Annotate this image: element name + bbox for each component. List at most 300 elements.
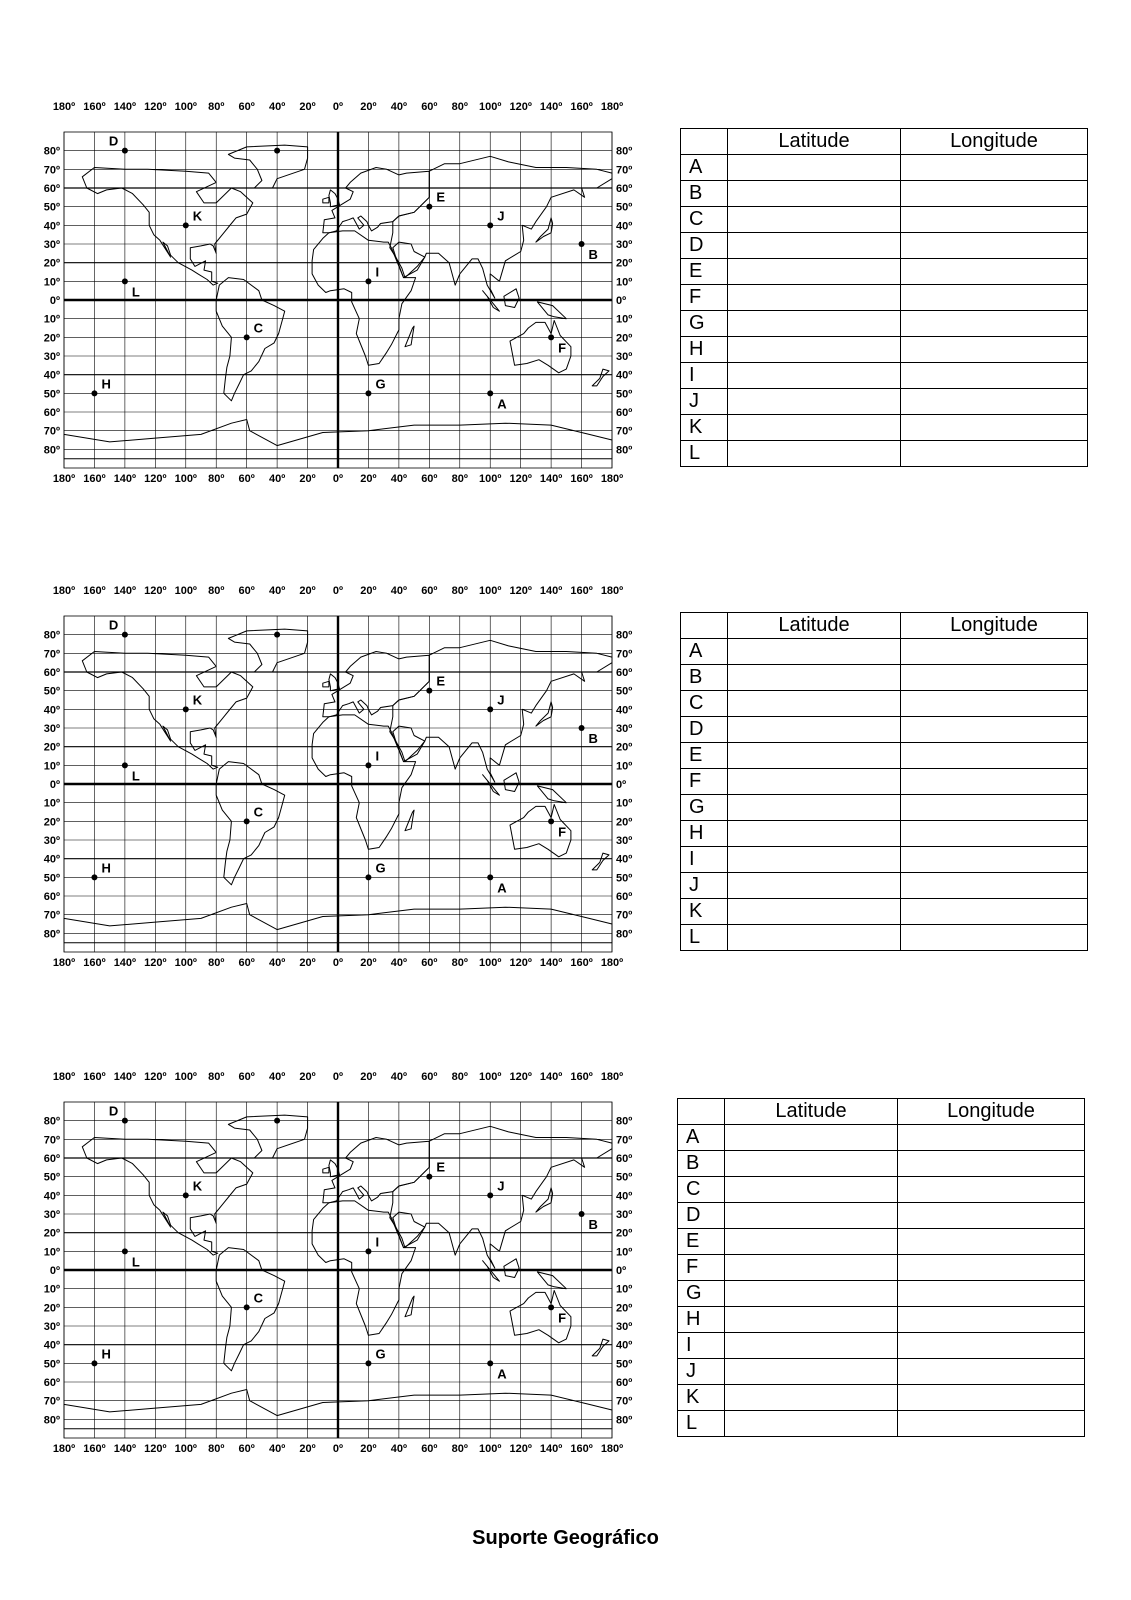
world-map-grid: [40, 580, 640, 984]
latitude-header: Latitude: [728, 613, 901, 639]
latitude-answer-cell[interactable]: [728, 821, 901, 847]
longitude-answer-cell[interactable]: [898, 1333, 1085, 1359]
longitude-tick-label: 20º: [299, 1071, 316, 1083]
top-longitude-axis: [53, 585, 623, 597]
latitude-answer-cell[interactable]: [725, 1359, 898, 1385]
point-marker-f: [548, 1304, 554, 1310]
continent-outline: [312, 231, 416, 365]
row-label: A: [681, 639, 728, 665]
latitude-tick-label: 70º: [43, 164, 60, 177]
answer-table: [677, 1098, 1085, 1437]
latitude-tick-label: 30º: [43, 239, 60, 251]
top-longitude-axis: [53, 101, 623, 113]
point-label-g: G: [375, 1346, 386, 1362]
point-label-k: K: [192, 1178, 203, 1194]
longitude-tick-label: 120º: [144, 473, 167, 485]
longitude-answer-cell[interactable]: [901, 821, 1088, 847]
latitude-tick-label: 0º: [49, 779, 60, 791]
longitude-answer-cell[interactable]: [901, 925, 1088, 951]
row-label: G: [681, 311, 728, 337]
continent-outline: [592, 1339, 609, 1356]
latitude-answer-cell[interactable]: [728, 691, 901, 717]
latitude-tick-label: 30º: [43, 723, 60, 735]
point-marker-h: [91, 390, 97, 396]
latitude-tick-label: 20º: [616, 741, 633, 754]
map-svg: [40, 580, 640, 984]
latitude-tick-label: 50º: [43, 1171, 60, 1184]
latitude-answer-cell[interactable]: [728, 337, 901, 363]
map-points: [91, 1104, 598, 1382]
longitude-tick-label: 120º: [509, 1071, 532, 1083]
latitude-answer-cell[interactable]: [728, 665, 901, 691]
table-row: [678, 1203, 1085, 1229]
continent-outline: [536, 218, 553, 242]
latitude-answer-cell[interactable]: [728, 795, 901, 821]
longitude-tick-label: 60º: [238, 473, 255, 485]
longitude-tick-label: 20º: [360, 957, 377, 969]
longitude-tick-label: 40º: [268, 101, 286, 113]
longitude-tick-label: 100º: [174, 585, 197, 597]
row-label: I: [681, 363, 728, 389]
continent-outline: [82, 1138, 253, 1256]
longitude-tick-label: 100º: [479, 1071, 502, 1083]
latitude-answer-cell[interactable]: [725, 1151, 898, 1177]
latitude-tick-label: 10º: [616, 1283, 633, 1296]
latitude-answer-cell[interactable]: [725, 1255, 898, 1281]
continent-outline: [390, 640, 612, 782]
latitude-tick-label: 20º: [43, 257, 60, 270]
table-row: [681, 769, 1088, 795]
point-marker-e: [426, 204, 432, 210]
latitude-tick-label: 40º: [616, 220, 633, 233]
longitude-tick-label: 80º: [451, 1443, 468, 1455]
longitude-answer-cell[interactable]: [901, 259, 1088, 285]
longitude-tick-label: 40º: [268, 473, 286, 485]
row-label: H: [681, 337, 728, 363]
longitude-tick-label: 180º: [52, 585, 76, 597]
latitude-tick-label: 70º: [616, 648, 633, 661]
longitude-tick-label: 100º: [479, 957, 502, 969]
point-label-f: F: [558, 340, 567, 356]
row-label: D: [678, 1203, 725, 1229]
latitude-tick-label: 20º: [43, 332, 60, 345]
row-label: C: [681, 691, 728, 717]
latitude-answer-cell[interactable]: [728, 441, 901, 467]
latitude-answer-cell[interactable]: [728, 181, 901, 207]
table-row: [678, 1229, 1085, 1255]
longitude-tick-label: 180º: [52, 1071, 76, 1083]
bottom-longitude-axis: [53, 1443, 623, 1455]
latitude-tick-label: 80º: [43, 928, 60, 941]
latitude-answer-cell[interactable]: [728, 363, 901, 389]
continent-outline: [504, 773, 519, 792]
map-points: [91, 134, 598, 412]
table-row: [681, 415, 1088, 441]
row-label: E: [681, 259, 728, 285]
longitude-tick-label: 160º: [83, 101, 106, 113]
latitude-answer-cell[interactable]: [728, 925, 901, 951]
table-row: [678, 1255, 1085, 1281]
table-row: [678, 1359, 1085, 1385]
latitude-tick-label: 30º: [43, 835, 60, 847]
latitude-tick-label: 0º: [49, 1265, 60, 1277]
point-label-j: J: [497, 692, 505, 708]
latitude-tick-label: 60º: [616, 667, 633, 679]
longitude-tick-label: 0º: [332, 1071, 344, 1083]
longitude-answer-cell[interactable]: [901, 743, 1088, 769]
longitude-answer-cell[interactable]: [898, 1151, 1085, 1177]
longitude-tick-label: 100º: [479, 101, 502, 113]
continent-outline: [82, 168, 253, 286]
point-marker-b: [579, 725, 585, 731]
latitude-tick-label: 20º: [616, 1302, 633, 1315]
latitude-tick-label: 10º: [616, 760, 633, 773]
latitude-tick-label: 20º: [43, 1302, 60, 1315]
point-label-f: F: [558, 1310, 567, 1326]
continent-outline: [537, 786, 566, 803]
longitude-answer-cell[interactable]: [901, 233, 1088, 259]
left-latitude-axis: [44, 1116, 60, 1427]
latitude-answer-cell[interactable]: [725, 1229, 898, 1255]
longitude-answer-cell[interactable]: [901, 389, 1088, 415]
point-label-l: L: [131, 768, 140, 784]
continent-outline: [390, 156, 612, 298]
longitude-tick-label: 80º: [451, 585, 468, 597]
longitude-tick-label: 60º: [238, 957, 255, 969]
row-label: B: [678, 1151, 725, 1177]
continent-outline: [216, 278, 285, 401]
latitude-tick-label: 60º: [43, 407, 60, 419]
table-row: [681, 847, 1088, 873]
row-label: J: [681, 873, 728, 899]
latitude-answer-cell[interactable]: [725, 1203, 898, 1229]
latitude-tick-label: 50º: [616, 388, 633, 401]
point-marker-h: [91, 1360, 97, 1366]
exercise-panel-2: [0, 580, 1131, 1000]
longitude-answer-cell[interactable]: [901, 337, 1088, 363]
longitude-tick-label: 100º: [479, 473, 502, 485]
longitude-tick-label: 140º: [539, 957, 563, 969]
table-row: [678, 1411, 1085, 1437]
latitude-tick-label: 40º: [616, 853, 633, 866]
longitude-tick-label: 160º: [83, 585, 106, 597]
latitude-tick-label: 60º: [43, 891, 60, 903]
latitude-tick-label: 80º: [43, 444, 60, 457]
longitude-answer-cell[interactable]: [898, 1385, 1085, 1411]
latitude-answer-cell[interactable]: [728, 285, 901, 311]
longitude-answer-cell[interactable]: [901, 363, 1088, 389]
latitude-tick-label: 50º: [616, 1171, 633, 1184]
latitude-tick-label: 50º: [43, 1358, 60, 1371]
latitude-tick-label: 40º: [616, 1339, 633, 1352]
latitude-tick-label: 0º: [616, 1265, 627, 1277]
map-dot: [274, 148, 280, 154]
latitude-tick-label: 10º: [616, 313, 633, 326]
point-marker-g: [365, 874, 371, 880]
continent-outline: [82, 652, 253, 770]
table-row: [681, 259, 1088, 285]
longitude-tick-label: 80º: [451, 101, 468, 113]
longitude-answer-cell[interactable]: [898, 1203, 1085, 1229]
point-marker-c: [244, 818, 250, 824]
right-latitude-axis: [616, 630, 632, 941]
longitude-tick-label: 40º: [268, 1071, 286, 1083]
latitude-answer-cell[interactable]: [728, 311, 901, 337]
longitude-answer-cell[interactable]: [901, 441, 1088, 467]
point-label-l: L: [131, 284, 140, 300]
latitude-answer-cell[interactable]: [725, 1385, 898, 1411]
longitude-answer-cell[interactable]: [901, 873, 1088, 899]
table-row: [681, 311, 1088, 337]
latitude-tick-label: 40º: [616, 369, 633, 382]
row-label: J: [681, 389, 728, 415]
map-svg: [40, 1066, 640, 1470]
longitude-tick-label: 140º: [113, 473, 137, 485]
row-label: K: [678, 1385, 725, 1411]
point-marker-g: [365, 1360, 371, 1366]
table-row: [678, 1385, 1085, 1411]
longitude-tick-label: 80º: [208, 1443, 225, 1455]
longitude-tick-label: 20º: [299, 1443, 316, 1455]
longitude-answer-cell[interactable]: [901, 311, 1088, 337]
longitude-answer-cell[interactable]: [898, 1177, 1085, 1203]
longitude-answer-cell[interactable]: [901, 155, 1088, 181]
point-marker-a: [487, 874, 493, 880]
point-marker-e: [426, 688, 432, 694]
longitude-tick-label: 120º: [509, 957, 532, 969]
graticule: [64, 1102, 612, 1438]
top-longitude-axis: [53, 1071, 623, 1083]
longitude-tick-label: 160º: [83, 473, 106, 485]
latitude-answer-cell[interactable]: [728, 717, 901, 743]
longitude-tick-label: 60º: [238, 585, 255, 597]
row-label: B: [681, 665, 728, 691]
latitude-answer-cell[interactable]: [728, 769, 901, 795]
point-marker-b: [579, 1211, 585, 1217]
latitude-answer-cell[interactable]: [728, 743, 901, 769]
latitude-answer-cell[interactable]: [728, 847, 901, 873]
point-label-i: I: [375, 748, 380, 764]
point-label-c: C: [253, 1290, 264, 1306]
longitude-tick-label: 60º: [421, 585, 438, 597]
table-row: [681, 363, 1088, 389]
latitude-answer-cell[interactable]: [728, 155, 901, 181]
point-marker-e: [426, 1174, 432, 1180]
latitude-header: Latitude: [725, 1099, 898, 1125]
point-marker-j: [487, 1192, 493, 1198]
longitude-tick-label: 40º: [390, 1071, 408, 1083]
longitude-tick-label: 180º: [52, 473, 76, 485]
longitude-tick-label: 140º: [539, 1071, 563, 1083]
continent-outline: [312, 1201, 416, 1335]
latitude-tick-label: 70º: [43, 425, 60, 438]
latitude-answer-cell[interactable]: [725, 1281, 898, 1307]
longitude-tick-label: 20º: [360, 473, 377, 485]
longitude-answer-cell[interactable]: [898, 1125, 1085, 1151]
longitude-tick-label: 140º: [113, 957, 137, 969]
longitude-answer-cell[interactable]: [901, 769, 1088, 795]
latitude-tick-label: 40º: [43, 1190, 60, 1203]
table-row: [681, 389, 1088, 415]
point-marker-c: [244, 334, 250, 340]
point-label-k: K: [192, 692, 203, 708]
latitude-tick-label: 50º: [616, 685, 633, 698]
longitude-answer-cell[interactable]: [901, 207, 1088, 233]
latitude-tick-label: 10º: [43, 760, 60, 773]
table-row: [678, 1177, 1085, 1203]
latitude-answer-cell[interactable]: [725, 1177, 898, 1203]
latitude-answer-cell[interactable]: [728, 873, 901, 899]
continent-outline: [592, 853, 609, 870]
longitude-tick-label: 180º: [52, 957, 76, 969]
latitude-answer-cell[interactable]: [728, 259, 901, 285]
longitude-answer-cell[interactable]: [898, 1255, 1085, 1281]
longitude-tick-label: 40º: [390, 957, 408, 969]
row-label: I: [681, 847, 728, 873]
latitude-tick-label: 30º: [43, 1321, 60, 1333]
point-marker-f: [548, 334, 554, 340]
longitude-tick-label: 160º: [570, 585, 593, 597]
latitude-answer-cell[interactable]: [728, 233, 901, 259]
row-label: H: [681, 821, 728, 847]
longitude-answer-cell[interactable]: [901, 899, 1088, 925]
continent-outline: [537, 1272, 566, 1289]
latitude-answer-cell[interactable]: [725, 1307, 898, 1333]
latitude-tick-label: 40º: [616, 704, 633, 717]
point-label-i: I: [375, 1234, 380, 1250]
latitude-answer-cell[interactable]: [728, 899, 901, 925]
table-row: [681, 665, 1088, 691]
latitude-tick-label: 20º: [616, 332, 633, 345]
longitude-tick-label: 0º: [332, 473, 344, 485]
longitude-tick-label: 120º: [144, 585, 167, 597]
longitude-answer-cell[interactable]: [901, 415, 1088, 441]
longitude-answer-cell[interactable]: [898, 1411, 1085, 1437]
longitude-tick-label: 60º: [238, 101, 255, 113]
longitude-answer-cell[interactable]: [901, 639, 1088, 665]
point-marker-l: [122, 1248, 128, 1254]
left-latitude-axis: [44, 146, 60, 457]
latitude-tick-label: 20º: [43, 741, 60, 754]
longitude-tick-label: 80º: [208, 585, 225, 597]
map-points: [91, 618, 598, 896]
latitude-tick-label: 40º: [616, 1190, 633, 1203]
longitude-tick-label: 140º: [113, 585, 137, 597]
latitude-tick-label: 40º: [43, 853, 60, 866]
exercise-panel-1: [0, 96, 1131, 516]
latitude-tick-label: 60º: [43, 183, 60, 195]
latitude-answer-cell[interactable]: [728, 207, 901, 233]
row-label: L: [678, 1411, 725, 1437]
continent-outline: [323, 197, 329, 203]
map-dot: [274, 1118, 280, 1124]
latitude-answer-cell[interactable]: [725, 1125, 898, 1151]
longitude-answer-cell[interactable]: [901, 717, 1088, 743]
longitude-tick-label: 160º: [570, 101, 593, 113]
latitude-tick-label: 60º: [616, 1377, 633, 1389]
point-marker-k: [183, 1192, 189, 1198]
longitude-tick-label: 120º: [144, 957, 167, 969]
latitude-tick-label: 70º: [43, 909, 60, 922]
latitude-tick-label: 10º: [43, 1246, 60, 1259]
longitude-answer-cell[interactable]: [898, 1359, 1085, 1385]
longitude-answer-cell[interactable]: [898, 1307, 1085, 1333]
longitude-answer-cell[interactable]: [898, 1229, 1085, 1255]
point-marker-h: [91, 874, 97, 880]
table-row: [678, 1151, 1085, 1177]
latitude-answer-cell[interactable]: [728, 639, 901, 665]
latitude-tick-label: 40º: [43, 369, 60, 382]
longitude-tick-label: 100º: [174, 473, 197, 485]
right-latitude-axis: [616, 1116, 632, 1427]
table-row: [681, 821, 1088, 847]
table-row: [678, 1333, 1085, 1359]
longitude-answer-cell[interactable]: [901, 795, 1088, 821]
longitude-tick-label: 60º: [238, 1443, 255, 1455]
longitude-answer-cell[interactable]: [901, 665, 1088, 691]
latitude-tick-label: 50º: [43, 388, 60, 401]
latitude-tick-label: 10º: [616, 1246, 633, 1259]
point-label-i: I: [375, 264, 380, 280]
longitude-tick-label: 120º: [509, 473, 532, 485]
point-label-h: H: [101, 1346, 111, 1362]
exercise-panel-3: [0, 1066, 1131, 1486]
latitude-answer-cell[interactable]: [728, 389, 901, 415]
latitude-answer-cell[interactable]: [725, 1411, 898, 1437]
latitude-tick-label: 0º: [616, 295, 627, 307]
continent-outline: [592, 369, 609, 386]
latitude-tick-label: 80º: [616, 1414, 633, 1427]
footer-title: Suporte Geográfico: [472, 1527, 659, 1549]
row-label: D: [681, 717, 728, 743]
latitude-tick-label: 80º: [43, 1115, 60, 1128]
longitude-answer-cell[interactable]: [901, 181, 1088, 207]
table-row: [681, 639, 1088, 665]
latitude-answer-cell[interactable]: [725, 1333, 898, 1359]
latitude-tick-label: 60º: [43, 1377, 60, 1389]
longitude-answer-cell[interactable]: [901, 691, 1088, 717]
continent-outline: [405, 810, 414, 831]
longitude-tick-label: 40º: [390, 585, 408, 597]
row-label: E: [681, 743, 728, 769]
corner-cell: [681, 129, 728, 155]
point-marker-l: [122, 278, 128, 284]
latitude-tick-label: 60º: [616, 183, 633, 195]
longitude-tick-label: 60º: [421, 957, 438, 969]
table-row: [681, 717, 1088, 743]
longitude-tick-label: 60º: [421, 473, 438, 485]
row-label: C: [681, 207, 728, 233]
row-label: D: [681, 233, 728, 259]
longitude-tick-label: 180º: [600, 1071, 624, 1083]
table-row: [681, 743, 1088, 769]
latitude-tick-label: 80º: [616, 444, 633, 457]
row-label: G: [678, 1281, 725, 1307]
longitude-tick-label: 80º: [208, 473, 225, 485]
longitude-answer-cell[interactable]: [898, 1281, 1085, 1307]
latitude-tick-label: 10º: [616, 276, 633, 289]
continent-outline: [323, 1167, 329, 1173]
continent-outline: [390, 1126, 612, 1268]
latitude-tick-label: 80º: [43, 145, 60, 158]
longitude-answer-cell[interactable]: [901, 285, 1088, 311]
latitude-tick-label: 50º: [616, 201, 633, 214]
latitude-answer-cell[interactable]: [728, 415, 901, 441]
longitude-answer-cell[interactable]: [901, 847, 1088, 873]
latitude-tick-label: 60º: [616, 1153, 633, 1165]
longitude-tick-label: 120º: [144, 1443, 167, 1455]
longitude-tick-label: 100º: [174, 957, 197, 969]
